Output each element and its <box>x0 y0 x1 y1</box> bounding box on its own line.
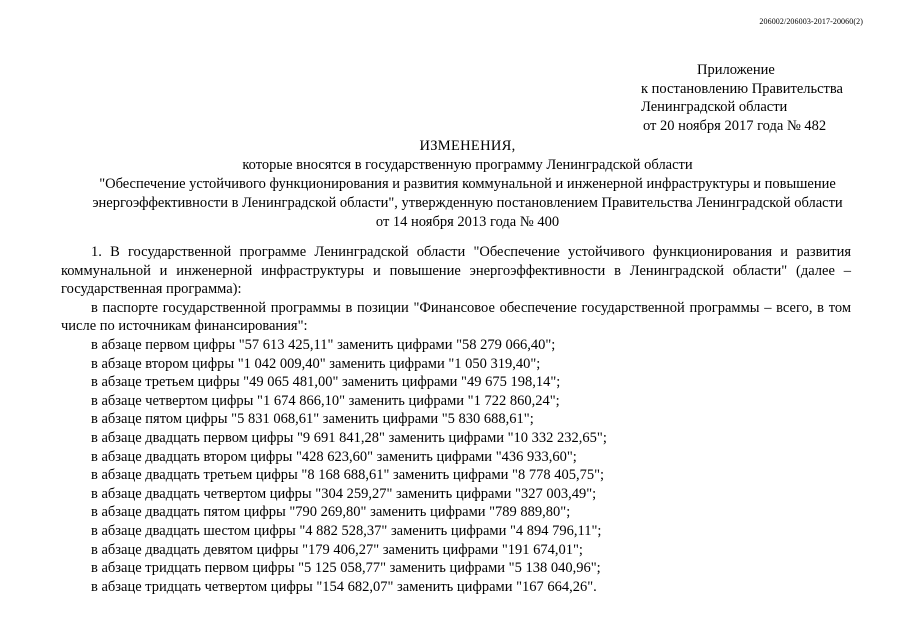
list-item: в абзаце двадцать девятом цифры "179 406,27" заменить цифрами "191 674,01"; <box>91 541 583 558</box>
heading-line-2: "Обеспечение устойчивого функционирования и развития коммунальной и инженерной инфраструктуры и повышение энергоэффективности в Ленинградской области", утвержденную постановлением Правительства Ленинградской области <box>92 176 843 211</box>
appendix-block <box>641 61 871 135</box>
document-heading <box>40 137 895 232</box>
appendix-line-3: Ленинградской области <box>641 99 788 115</box>
list-item: в абзаце двадцать пятом цифры "790 269,80" заменить цифрами "789 889,80"; <box>91 504 571 521</box>
list-item: в абзаце пятом цифры "5 831 068,61" заменить цифрами "5 830 688,61"; <box>91 411 534 428</box>
paragraph-2: в паспорте государственной программы в позиции "Финансовое обеспечение государственной программы – всего, в том числе по источникам финансирования": <box>61 299 851 335</box>
list-item: в абзаце тридцать первом цифры "5 125 058,77" заменить цифрами "5 138 040,96"; <box>91 560 601 577</box>
list-item: в абзаце третьем цифры "49 065 481,00" заменить цифрами "49 675 198,14"; <box>91 374 561 391</box>
list-item: в абзаце двадцать втором цифры "428 623,60" заменить цифрами "436 933,60"; <box>91 448 577 465</box>
list-item: в абзаце двадцать третьем цифры "8 168 688,61" заменить цифрами "8 778 405,75"; <box>91 467 605 484</box>
document-code: 206002/206003-2017-20060(2) <box>759 17 863 26</box>
appendix-line-4: от 20 ноября 2017 года № 482 <box>643 117 827 134</box>
heading-line-3: от 14 ноября 2013 года № 400 <box>375 214 560 230</box>
appendix-line-2: к постановлению Правительства <box>641 80 843 97</box>
appendix-line-1: Приложение <box>697 62 775 78</box>
heading-title: ИЗМЕНЕНИЯ, <box>419 138 516 154</box>
list-item: в абзаце двадцать четвертом цифры "304 259,27" заменить цифрами "327 003,49"; <box>91 485 597 502</box>
list-item: в абзаце двадцать шестом цифры "4 882 528,37" заменить цифрами "4 894 796,11"; <box>91 522 602 539</box>
list-item: в абзаце двадцать первом цифры "9 691 841,28" заменить цифрами "10 332 232,65"; <box>91 429 607 446</box>
list-item: в абзаце тридцать четвертом цифры "154 682,07" заменить цифрами "167 664,26". <box>91 578 597 595</box>
paragraph-1: 1. В государственной программе Ленинградской области "Обеспечение устойчивого функционирования и развития коммунальной и инженерной инфраструктуры и повышение энергоэффективности в Ленинградской области" (далее – государственная программа): <box>61 244 851 298</box>
list-item: в абзаце четвертом цифры "1 674 866,10" заменить цифрами "1 722 860,24"; <box>91 392 560 409</box>
document-body <box>61 243 851 596</box>
list-item: в абзаце первом цифры "57 613 425,11" заменить цифрами "58 279 066,40"; <box>91 336 556 353</box>
heading-line-1: которые вносятся в государственную программу Ленинградской области <box>242 157 693 173</box>
list-item: в абзаце втором цифры "1 042 009,40" заменить цифрами "1 050 319,40"; <box>91 355 541 372</box>
